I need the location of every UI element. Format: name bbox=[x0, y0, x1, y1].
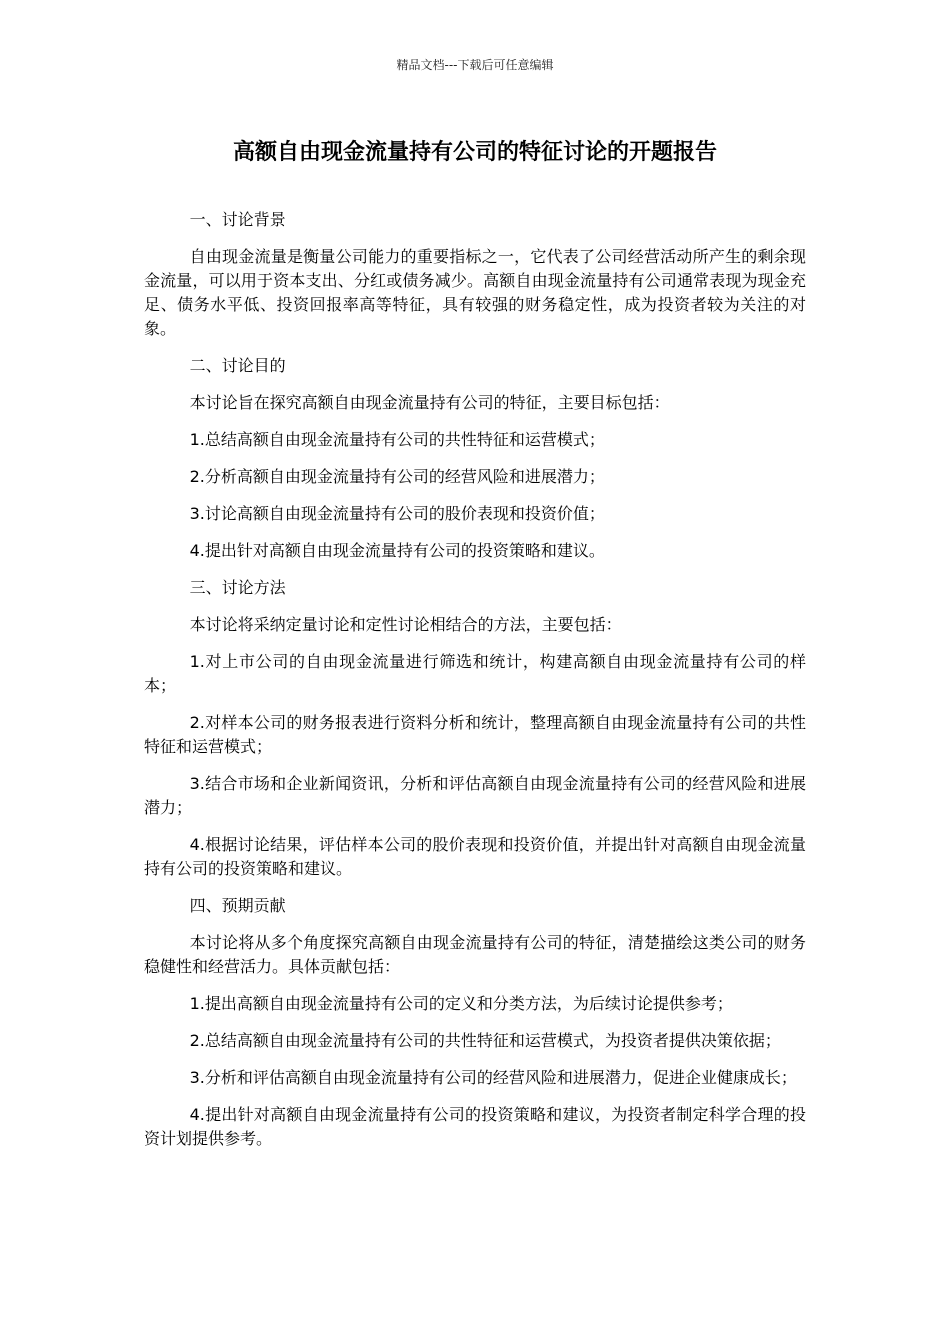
list-item-purpose-2: 2.分析高额自由现金流量持有公司的经营风险和进展潜力； bbox=[189, 467, 605, 486]
list-item-method-2: 2.对样本公司的财务报表进行资料分析和统计，整理高额自由现金流量持有公司的共性特征和运营模式； bbox=[144, 713, 806, 756]
list-item-purpose-3: 3.讨论高额自由现金流量持有公司的股价表现和投资价值； bbox=[189, 504, 605, 523]
section-heading-method: 三、讨论方法 bbox=[189, 578, 286, 597]
list-item-contribution-1: 1.提出高额自由现金流量持有公司的定义和分类方法，为后续讨论提供参考； bbox=[189, 994, 733, 1013]
list-item-purpose-4: 4.提出针对高额自由现金流量持有公司的投资策略和建议。 bbox=[189, 541, 605, 560]
section-heading-background: 一、讨论背景 bbox=[189, 210, 286, 229]
section-heading-contribution: 四、预期贡献 bbox=[189, 896, 286, 915]
header-note: 精品文档---下载后可任意编辑 bbox=[396, 58, 554, 72]
document-body bbox=[144, 208, 806, 1164]
list-item-method-1: 1.对上市公司的自由现金流量进行筛选和统计，构建高额自由现金流量持有公司的样本； bbox=[144, 652, 806, 695]
list-item-contribution-4: 4.提出针对高额自由现金流量持有公司的投资策略和建议，为投资者制定科学合理的投资计划提供参考。 bbox=[144, 1105, 806, 1148]
list-item-contribution-3: 3.分析和评估高额自由现金流量持有公司的经营风险和进展潜力，促进企业健康成长； bbox=[189, 1068, 797, 1087]
list-item-method-4: 4.根据讨论结果，评估样本公司的股价表现和投资价值，并提出针对高额自由现金流量持有公司的投资策略和建议。 bbox=[144, 835, 806, 878]
section-heading-purpose: 二、讨论目的 bbox=[189, 356, 286, 375]
list-item-purpose-1: 1.总结高额自由现金流量持有公司的共性特征和运营模式； bbox=[189, 430, 605, 449]
paragraph-method-intro: 本讨论将采纳定量讨论和定性讨论相结合的方法，主要包括： bbox=[189, 615, 622, 634]
paragraph-background: 自由现金流量是衡量公司能力的重要指标之一，它代表了公司经营活动所产生的剩余现金流量，可以用于资本支出、分红或债务减少。高额自由现金流量持有公司通常表现为现金充足、债务水平低、投资回报率高等特征，具有较强的财务稳定性，成为投资者较为关注的对象。 bbox=[144, 247, 806, 338]
paragraph-contribution-intro: 本讨论将从多个角度探究高额自由现金流量持有公司的特征，清楚描绘这类公司的财务稳健性和经营活力。具体贡献包括： bbox=[144, 933, 806, 976]
list-item-contribution-2: 2.总结高额自由现金流量持有公司的共性特征和运营模式，为投资者提供决策依据； bbox=[189, 1031, 781, 1050]
paragraph-purpose-intro: 本讨论旨在探究高额自由现金流量持有公司的特征，主要目标包括： bbox=[189, 393, 670, 412]
document-title: 高额自由现金流量持有公司的特征讨论的开题报告 bbox=[232, 140, 717, 165]
list-item-method-3: 3.结合市场和企业新闻资讯，分析和评估高额自由现金流量持有公司的经营风险和进展潜力； bbox=[144, 774, 806, 817]
